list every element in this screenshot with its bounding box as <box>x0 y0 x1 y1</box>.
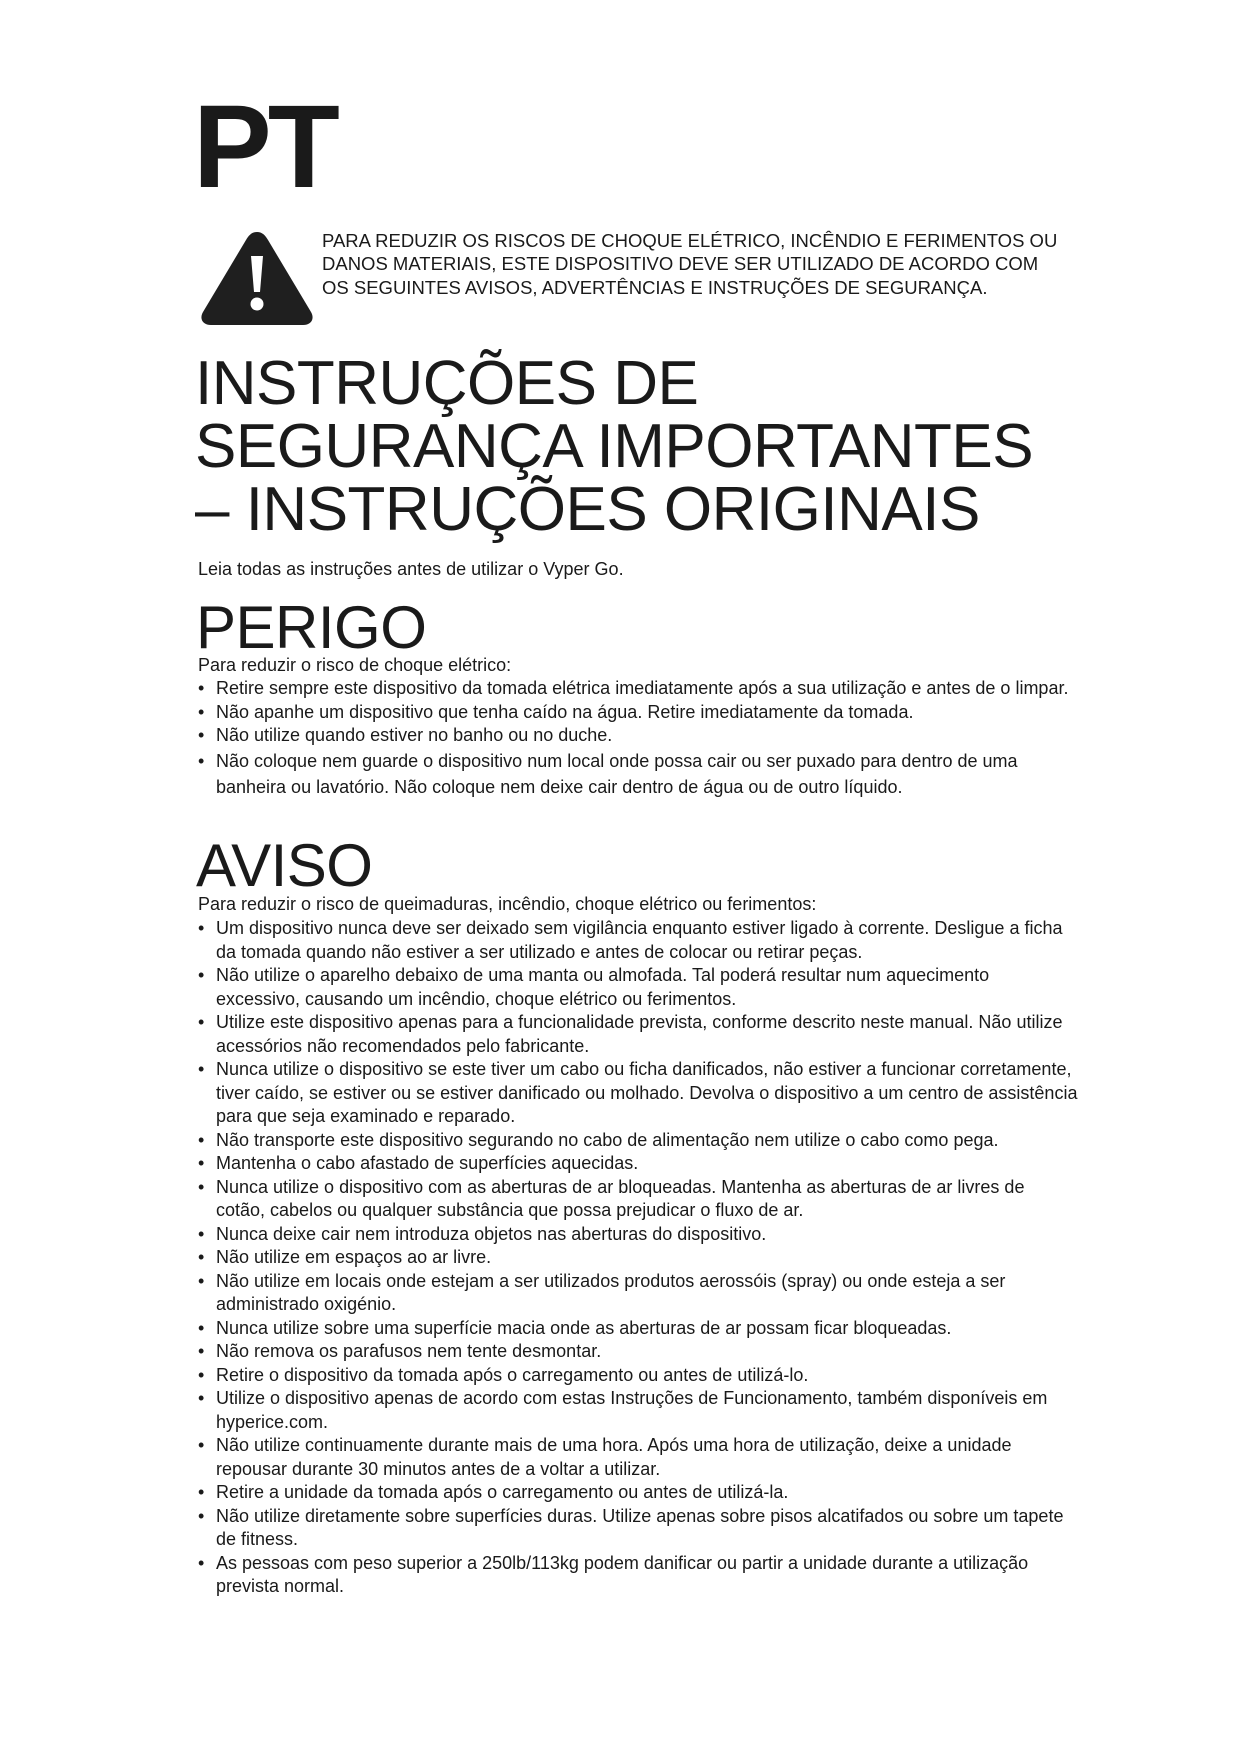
list-item: • Nunca utilize sobre uma superfície macia onde as aberturas de ar possam ficar bloqueadas. <box>198 1317 1078 1341</box>
page-title <box>195 349 1095 544</box>
perigo-list <box>198 677 1078 800</box>
list-item: • Não utilize em locais onde estejam a ser utilizados produtos aerossóis (spray) ou onde esteja a ser administrado oxigénio. <box>198 1270 1078 1317</box>
aviso-intro: Para reduzir o risco de queimaduras, incêndio, choque elétrico ou ferimentos: <box>198 894 817 914</box>
list-item: • Não coloque nem guarde o dispositivo num local onde possa cair ou ser puxado para dentro de uma banheira ou lavatório. Não coloque nem deixe cair dentro de água ou de outro líquido. <box>198 748 1078 800</box>
page-title-line-2: SEGURANÇA IMPORTANTES <box>195 412 1034 481</box>
list-item: • Não utilize quando estiver no banho ou no duche. <box>198 724 1078 748</box>
list-item: • Utilize o dispositivo apenas de acordo com estas Instruções de Funcionamento, também disponíveis em hyperice.com. <box>198 1387 1078 1434</box>
page-title-line-1: INSTRUÇÕES DE <box>195 349 699 418</box>
aviso-heading: AVISO <box>196 832 373 899</box>
warning-triangle-icon <box>198 228 316 328</box>
list-item: • Retire o dispositivo da tomada após o carregamento ou antes de utilizá-lo. <box>198 1364 1078 1388</box>
list-item: • As pessoas com peso superior a 250lb/113kg podem danificar ou partir a unidade durante a utilização prevista normal. <box>198 1552 1078 1599</box>
list-item: • Nunca utilize o dispositivo com as aberturas de ar bloqueadas. Mantenha as aberturas de ar livres de cotão, cabelos ou qualquer substância que possa prejudicar o fluxo de ar. <box>198 1176 1078 1223</box>
page-subtitle: Leia todas as instruções antes de utilizar o Vyper Go. <box>198 559 624 579</box>
list-item: • Não utilize em espaços ao ar livre. <box>198 1246 1078 1270</box>
list-item: • Nunca utilize o dispositivo se este tiver um cabo ou ficha danificados, não estiver a funcionar corretamente, tiver caído, se estiver ou se estiver danificado ou molhado. Devolva o dispositivo a um centro de assistência para que seja examinado e reparado. <box>198 1058 1078 1129</box>
perigo-intro: Para reduzir o risco de choque elétrico: <box>198 655 512 675</box>
list-item: • Um dispositivo nunca deve ser deixado sem vigilância enquanto estiver ligado à corrente. Desligue a ficha da tomada quando não estiver a ser utilizado e antes de colocar ou retirar peças. <box>198 917 1078 964</box>
list-item: • Não utilize continuamente durante mais de uma hora. Após uma hora de utilização, deixe a unidade repousar durante 30 minutos antes de a voltar a utilizar. <box>198 1434 1078 1481</box>
language-code: PT <box>193 81 336 213</box>
list-item: • Nunca deixe cair nem introduza objetos nas aberturas do dispositivo. <box>198 1223 1078 1247</box>
page-title-line-3: – INSTRUÇÕES ORIGINAIS <box>195 475 980 544</box>
list-item: • Retire sempre este dispositivo da tomada elétrica imediatamente após a sua utilização e antes de o limpar. <box>198 677 1078 701</box>
list-item: • Não apanhe um dispositivo que tenha caído na água. Retire imediatamente da tomada. <box>198 701 1078 725</box>
intro-warning-text: PARA REDUZIR OS RISCOS DE CHOQUE ELÉTRICO, INCÊNDIO E FERIMENTOS OU DANOS MATERIAIS, ESTE DISPOSITIVO DEVE SER UTILIZADO DE ACORDO COM OS SEGUINTES AVISOS, ADVERTÊNCIAS E INSTRUÇÕES DE SEGURANÇA. <box>322 230 1058 298</box>
perigo-heading: PERIGO <box>196 594 427 661</box>
list-item: • Mantenha o cabo afastado de superfícies aquecidas. <box>198 1152 1078 1176</box>
aviso-list <box>198 917 1078 1599</box>
list-item: • Não remova os parafusos nem tente desmontar. <box>198 1340 1078 1364</box>
list-item: • Não transporte este dispositivo segurando no cabo de alimentação nem utilize o cabo como pega. <box>198 1129 1078 1153</box>
list-item: • Não utilize diretamente sobre superfícies duras. Utilize apenas sobre pisos alcatifados ou sobre um tapete de fitness. <box>198 1505 1078 1552</box>
list-item: • Não utilize o aparelho debaixo de uma manta ou almofada. Tal poderá resultar num aquecimento excessivo, causando um incêndio, choque elétrico ou ferimentos. <box>198 964 1078 1011</box>
list-item: • Retire a unidade da tomada após o carregamento ou antes de utilizá-la. <box>198 1481 1078 1505</box>
list-item: • Utilize este dispositivo apenas para a funcionalidade prevista, conforme descrito neste manual. Não utilize acessórios não recomendados pelo fabricante. <box>198 1011 1078 1058</box>
